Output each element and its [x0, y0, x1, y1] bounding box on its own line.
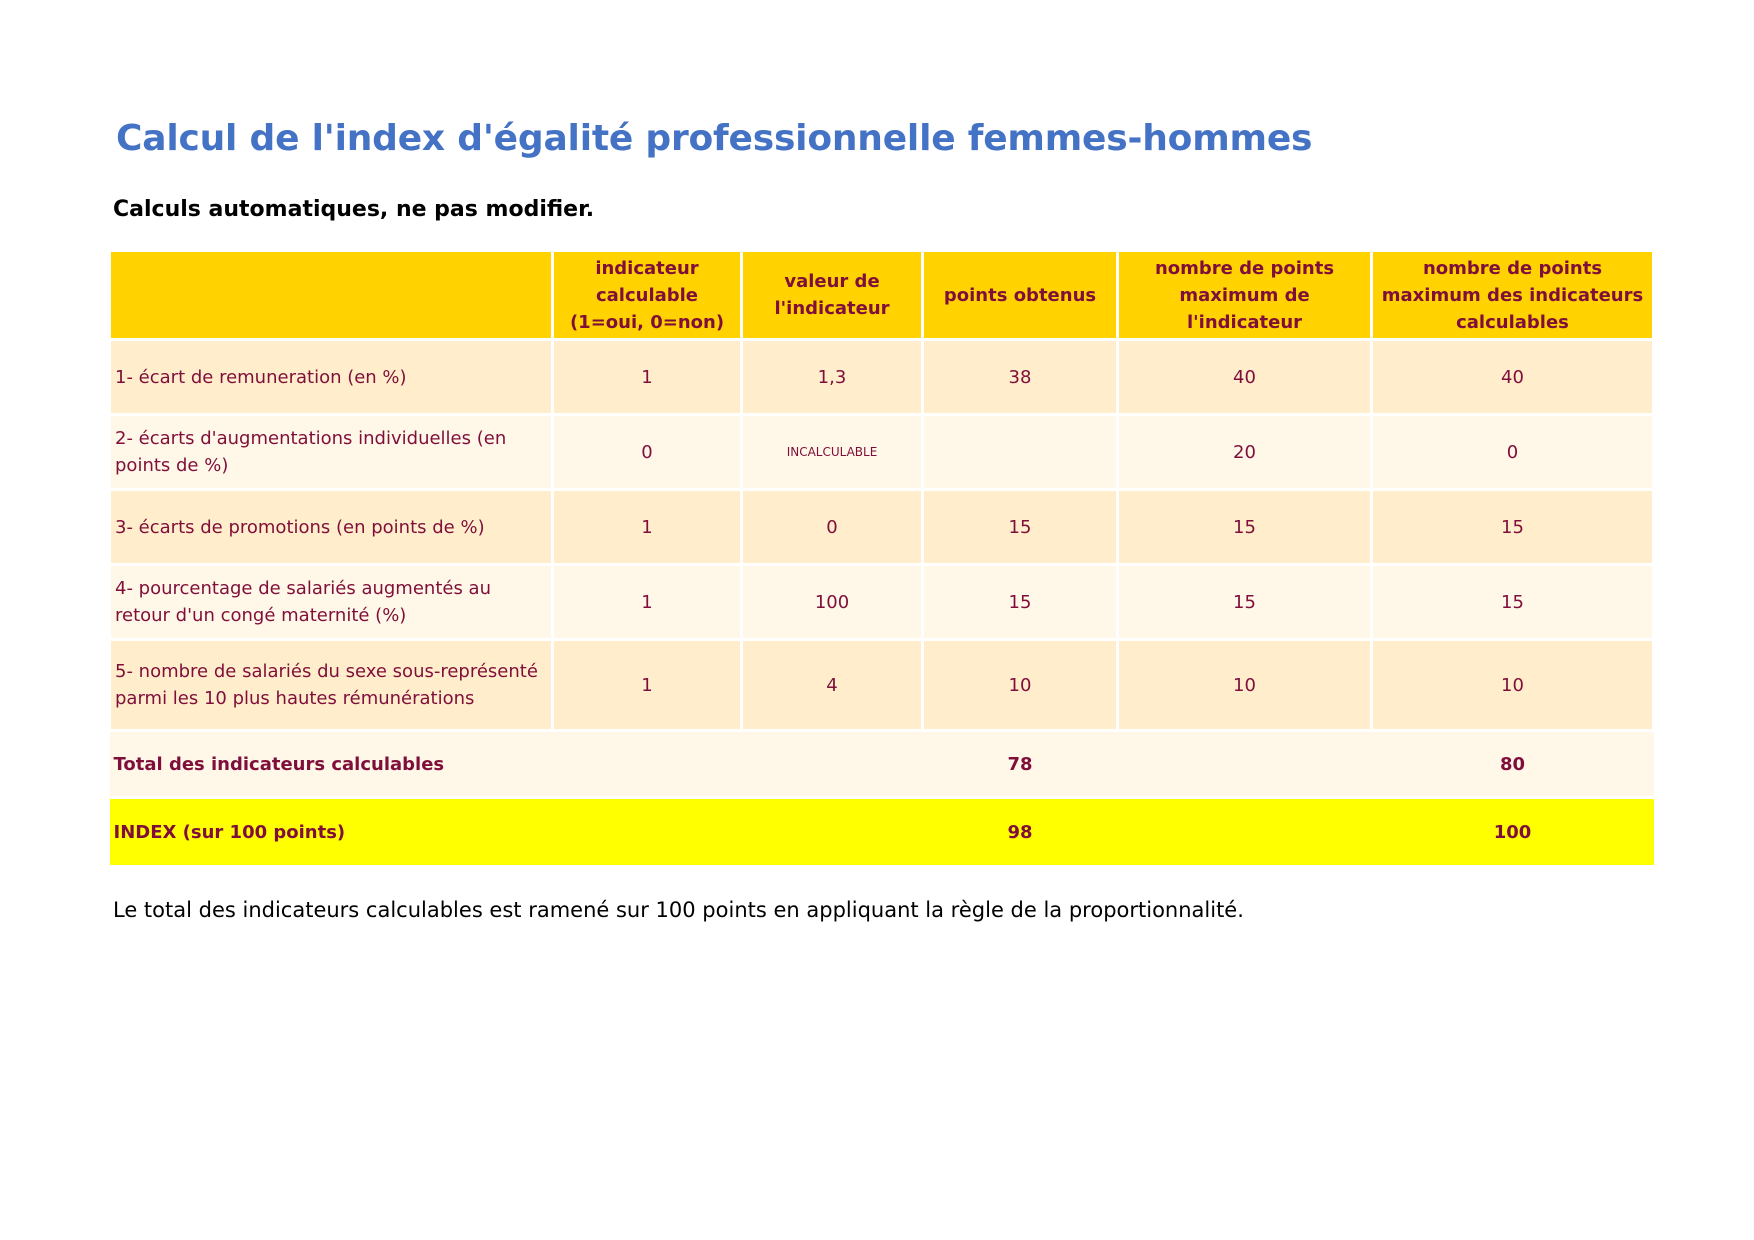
page-title: Calcul de l'index d'égalité professionnelle femmes-hommes [116, 118, 1313, 159]
header-points-obtenus: points obtenus [923, 251, 1118, 340]
max-indicateur-cell: 10 [1118, 640, 1372, 731]
index-points: 98 [923, 798, 1118, 867]
table-row [110, 565, 1654, 640]
max-indicateur-cell: 20 [1118, 415, 1372, 490]
table-row [110, 340, 1654, 415]
table-row [110, 415, 1654, 490]
max-calculables-cell: 40 [1372, 340, 1654, 415]
calculable-cell: 1 [553, 340, 742, 415]
valeur-cell: 1,3 [742, 340, 923, 415]
index-label: INDEX (sur 100 points) [110, 798, 923, 867]
calculable-cell: 1 [553, 490, 742, 565]
indicator-label: 5- nombre de salariés du sexe sous-représenté parmi les 10 plus hautes rémunérations [110, 640, 553, 731]
calculable-cell: 1 [553, 565, 742, 640]
total-max-calculables: 80 [1372, 731, 1654, 798]
total-points: 78 [923, 731, 1118, 798]
page-subtitle: Calculs automatiques, ne pas modifier. [113, 197, 595, 222]
max-indicateur-cell: 15 [1118, 565, 1372, 640]
total-empty-cell [1118, 731, 1372, 798]
max-indicateur-cell: 15 [1118, 490, 1372, 565]
table-row [110, 490, 1654, 565]
indicator-label: 1- écart de remuneration (en %) [110, 340, 553, 415]
index-row [110, 798, 1654, 867]
indicator-label: 2- écarts d'augmentations individuelles (en points de %) [110, 415, 553, 490]
total-row [110, 731, 1654, 798]
header-valeur: valeur de l'indicateur [742, 251, 923, 340]
header-max-indicateur: nombre de points maximum de l'indicateur [1118, 251, 1372, 340]
valeur-cell: 4 [742, 640, 923, 731]
header-calculable: indicateur calculable (1=oui, 0=non) [553, 251, 742, 340]
indicator-label: 4- pourcentage de salariés augmentés au retour d'un congé maternité (%) [110, 565, 553, 640]
table-header-row [110, 251, 1654, 340]
max-calculables-cell: 15 [1372, 565, 1654, 640]
indicator-label: 3- écarts de promotions (en points de %) [110, 490, 553, 565]
valeur-cell: 0 [742, 490, 923, 565]
header-label-column [110, 251, 553, 340]
points-cell: 15 [923, 490, 1118, 565]
total-label: Total des indicateurs calculables [110, 731, 923, 798]
footnote: Le total des indicateurs calculables est ramené sur 100 points en appliquant la règle de la proportionnalité. [113, 898, 1244, 922]
index-max: 100 [1372, 798, 1654, 867]
max-calculables-cell: 15 [1372, 490, 1654, 565]
valeur-cell: INCALCULABLE [742, 415, 923, 490]
points-cell [923, 415, 1118, 490]
max-calculables-cell: 0 [1372, 415, 1654, 490]
valeur-cell: 100 [742, 565, 923, 640]
index-table [108, 249, 1655, 868]
calculable-cell: 1 [553, 640, 742, 731]
points-cell: 15 [923, 565, 1118, 640]
calculable-cell: 0 [553, 415, 742, 490]
max-indicateur-cell: 40 [1118, 340, 1372, 415]
header-max-calculables: nombre de points maximum des indicateurs calculables [1372, 251, 1654, 340]
points-cell: 38 [923, 340, 1118, 415]
table-row [110, 640, 1654, 731]
points-cell: 10 [923, 640, 1118, 731]
index-empty-cell [1118, 798, 1372, 867]
max-calculables-cell: 10 [1372, 640, 1654, 731]
